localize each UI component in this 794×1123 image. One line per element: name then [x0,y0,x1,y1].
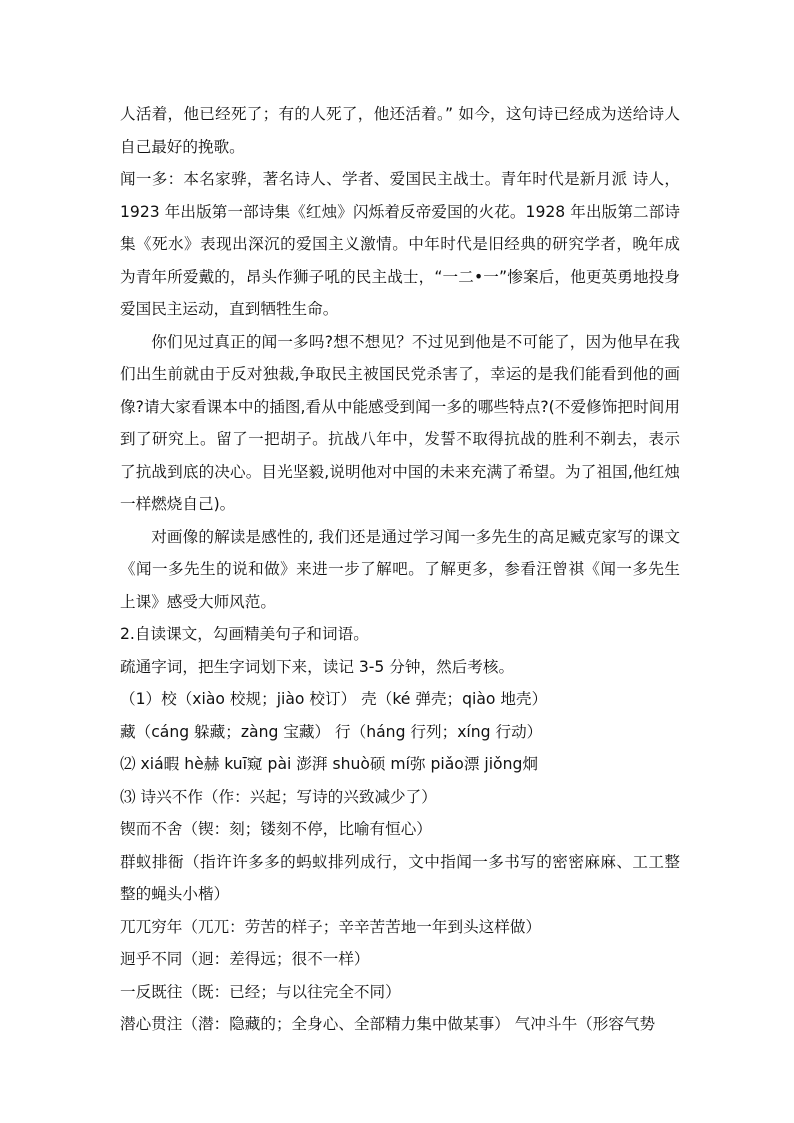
vocab-line-7: 兀兀穷年（兀兀：劳苦的样子；辛辛苦苦地一年到头这样做） [120,917,542,936]
paragraph-portrait-question: 你们见过真正的闻一多吗?想不想见？不过见到他是不可能了，因为他早在我们出生前就由于反对独裁,争取民主被国民党杀害了，幸运的是我们能看到他的画像?请大家看课本中的插图,看从中能感受到闻一多的哪些特点?(不爱修饰把时间用到了研究上。留了一把胡子。抗战八年中，发誓不取得抗战的胜利不剃去，表示了抗战到底的决心。目光坚毅,说明他对中国的未来充满了希望。为了祖国,他红烛一样燃烧自己)。 [120,332,680,513]
paragraph-portrait-reading: 对画像的解读是感性的, 我们还是通过学习闻一多先生的高足臧克家写的课文《闻一多先生的说和做》来进一步了解吧。了解更多，参看汪曾祺《闻一多先生上课》感受大师风范。 [120,527,680,611]
vocab-line-9: 一反既往（既：已经；与以往完全不同） [120,982,401,1001]
vocab-line-4: ⑶ 诗兴不作（作：兴起；写诗的兴致减少了） [120,787,437,806]
vocab-line-6: 群蚁排衙（指许许多多的蚂蚁排列成行，文中指闻一多书写的密密麻麻、工工整整的蝇头小楷） [120,852,680,903]
vocab-line-3: ⑵ xiá暇 hè赫 kuī窥 pài 澎湃 shuò硕 mí弥 piǎo漂 jiǒng炯 [120,755,538,773]
vocab-line-10: 潜心贯注（潜：隐藏的；全身心、全部精力集中做某事） 气冲斗牛（形容气势 [120,1015,656,1033]
vocab-line-2: 藏（cáng 躲藏；zàng 宝藏） 行（háng 行列；xíng 行动） [120,722,543,741]
paragraph-self-reading-task: 2.自读课文，勾画精美句子和词语。 [120,625,369,643]
paragraph-vocab-instruction: 疏通字词，把生字词划下来，读记 3-5 分钟，然后考核。 [120,657,515,676]
document-body [120,98,680,1041]
vocab-line-8: 迥乎不同（迥：差得远；很不一样） [120,950,370,968]
vocab-line-1: （1）校（xiào 校规；jiào 校订） 壳（ké 弹壳；qiào 地壳） [120,690,548,708]
vocab-line-5: 锲而不舍（锲：刻；镂刻不停，比喻有恒心） [120,820,432,838]
paragraph-wen-yiduo-bio: 闻一多：本名家骅，著名诗人、学者、爱国民主战士。青年时代是新月派 诗人，1923 年出版第一部诗集《红烛》闪烁着反帝爱国的火花。1928 年出版第二部诗集《死水》表现出深沉的爱国主义激情。中年时代是旧经典的研究学者，晚年成为青年所爱戴的，昂头作狮子吼的民主战士，“一二•一”惨案后，他更英勇地投身爱国民主运动，直到牺牲生命。 [120,170,680,318]
paragraph-poem-ending: 人活着，他已经死了；有的人死了，他还活着。” 如今，这句诗已经成为送给诗人自己最好的挽歌。 [120,105,680,156]
